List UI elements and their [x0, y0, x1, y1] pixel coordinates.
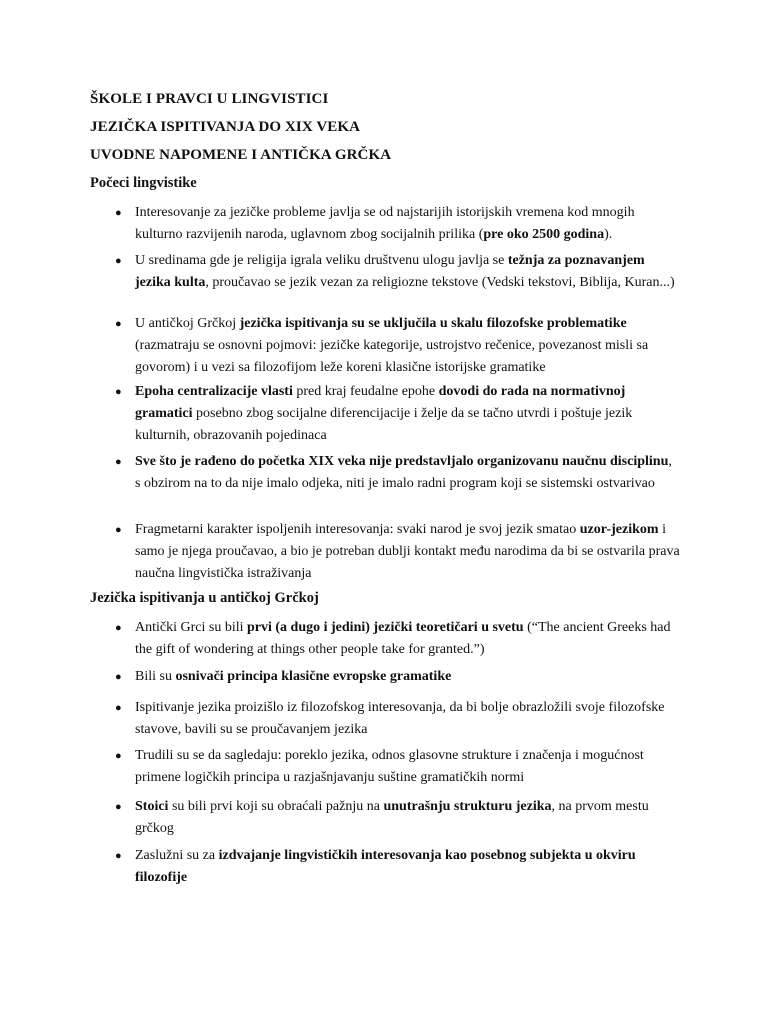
list-item [115, 313, 680, 379]
list-item-text: Antički Grci su bili [135, 620, 247, 635]
chapter-title: JEZIČKA ISPITIVANJA DO XIX VEKA [90, 119, 361, 135]
list-item-text: U sredinama gde je religija igrala veliku društvenu ulogu javlja se [135, 253, 508, 268]
emphasized-text: izdvajanje lingvističkih interesovanja kao posebnog subjekta u okviru filozofije [135, 848, 636, 885]
bullet-icon: ● [115, 750, 122, 762]
bullet-icon: ● [115, 386, 122, 398]
list-item-text: (razmatraju se osnovni pojmovi: jezičke kategorije, ustrojstvo rečenice, povezanost misli sa govorom) i u vezi sa filozofijom leže koreni klasične istorijske gramatike [135, 338, 649, 375]
list-item-text: , proučavao se jezik vezan za religiozne tekstove (Vedski tekstovi, Biblija, Kuran...) [205, 275, 675, 290]
bullet-icon: ● [115, 255, 122, 267]
emphasized-text: osnivači principa klasične evropske gramatike [175, 669, 452, 684]
list-item-text: (“The ancient Greeks had the gift of wondering at things other people take for granted.”) [135, 620, 671, 657]
list-item-text: , na prvom mestu grčkog [135, 799, 649, 836]
bullet-icon: ● [115, 524, 122, 536]
list-item-text: Interesovanje za jezičke probleme javlja se od najstarijih istorijskih vremena kod mnogih kulturno razvijenih naroda, uglavnom zbog socijalnih prilika ( [135, 205, 635, 242]
list-item-text: su bili prvi koji su obraćali pažnju na [168, 799, 384, 814]
list-item [115, 796, 680, 840]
emphasized-text: težnja za poznavanjem jezika kulta [135, 253, 645, 290]
document-title: ŠKOLE I PRAVCI U LINGVISTICI [90, 91, 329, 107]
list-item-text: Bili su [135, 669, 176, 684]
emphasized-text: pre oko 2500 godina [483, 227, 605, 242]
bullet-icon: ● [115, 671, 122, 683]
list-item [115, 697, 680, 741]
list-item [115, 202, 680, 246]
list-item [115, 845, 680, 889]
emphasized-text: Sve što je rađeno do početka XIX veka nije predstavljalo organizovanu naučnu disciplinu [135, 454, 669, 469]
emphasized-text: Epoha centralizacije vlasti [135, 384, 293, 399]
list-item [115, 617, 680, 661]
list-item-text: Fragmetarni karakter ispoljenih interesovanja: svaki narod je svoj jezik smatao [135, 522, 580, 537]
list-item-text: i samo je njega proučavao, a bio je potreban dublji kontakt među narodima da bi se ostvarila prava naučna lingvistička istraživanja [135, 522, 680, 581]
emphasized-text: Stoici [135, 799, 169, 814]
bullet-icon: ● [115, 207, 122, 219]
list-item [115, 451, 680, 495]
emphasized-text: uzor-jezikom [579, 522, 659, 537]
list-item-text: posebno zbog socijalne diferencijacije i želje da se tačno utvrdi i poštuje jezik kulturnih, obrazovanih pojedinaca [135, 406, 633, 443]
section-title: UVODNE NAPOMENE I ANTIČKA GRČKA [90, 147, 392, 163]
list-item [115, 745, 680, 789]
subsection-title-beginnings: Počeci lingvistike [90, 175, 197, 191]
emphasized-text: unutrašnju strukturu jezika [383, 799, 552, 814]
subsection-title-greece: Jezička ispitivanja u antičkoj Grčkoj [90, 590, 319, 606]
emphasized-text: dovodi do rada na normativnoj gramatici [135, 384, 626, 421]
bullet-icon: ● [115, 318, 122, 330]
bullet-icon: ● [115, 850, 122, 862]
bullet-icon: ● [115, 702, 122, 714]
bullet-icon: ● [115, 622, 122, 634]
list-item-text: Trudili su se da sagledaju: poreklo jezika, odnos glasovne strukture i značenja i mogućnost primene logičkih principa u razjašnjavanju suštine gramatičkih normi [135, 748, 644, 785]
list-item [115, 381, 680, 447]
emphasized-text: prvi (a dugo i jedini) jezički teoretičari u svetu [247, 620, 524, 635]
list-item-text: Zaslužni su za [135, 848, 219, 863]
emphasized-text: jezička ispitivanja su se uključila u skalu filozofske problematike [239, 316, 627, 331]
list-item-text: ). [604, 227, 613, 242]
bullet-icon: ● [115, 456, 122, 468]
list-item-text: Ispitivanje jezika proizišlo iz filozofskog interesovanja, da bi bolje obrazložili svoje filozofske stavove, bavili su se proučavanjem jezika [135, 700, 665, 737]
list-item-text: pred kraj feudalne epohe [292, 384, 439, 399]
list-item [115, 250, 680, 294]
list-item [115, 519, 680, 585]
bullet-icon: ● [115, 801, 122, 813]
list-item-text: , s obzirom na to da nije imalo odjeka, niti je imalo radni program koji se sistemski ostvarivao [135, 454, 672, 491]
list-item [115, 666, 680, 688]
list-item-text: U antičkoj Grčkoj [135, 316, 240, 331]
